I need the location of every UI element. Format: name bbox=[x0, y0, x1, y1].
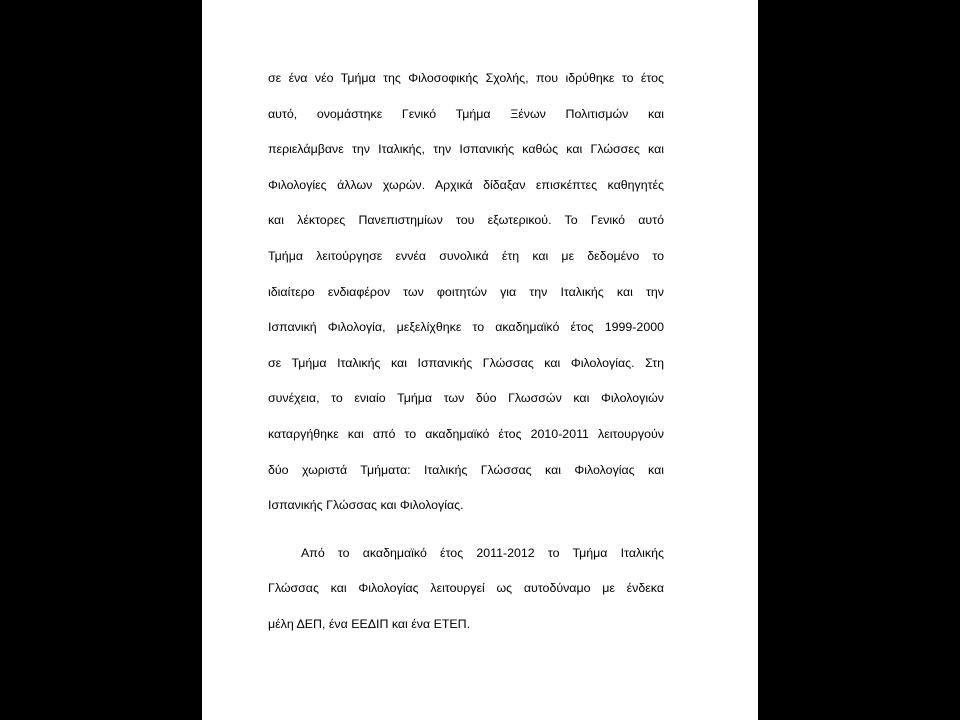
text-line: μέλη ΔΕΠ, ένα ΕΕΔΙΠ και ένα ΕΤΕΠ. bbox=[268, 616, 471, 631]
text-line: Γλώσσας και Φιλολογίας λειτουργεί ως αυτοδύναμο με ένδεκα bbox=[268, 581, 664, 596]
text-line: Φιλολογίες άλλων χωρών. Αρχικά δίδαξαν επισκέπτες καθηγητές bbox=[268, 177, 664, 192]
text-line: αυτό, ονομάστηκε Γενικό Τμήμα Ξένων Πολιτισμών και bbox=[268, 106, 664, 121]
text-line: καταργήθηκε και από το ακαδημαϊκό έτος 2010-2011 λειτουργούν bbox=[268, 426, 664, 441]
text-line: ιδιαίτερο ενδιαφέρον των φοιτητών για την Ιταλικής και την bbox=[268, 284, 664, 299]
text-line: σε Τμήμα Ιταλικής και Ισπανικής Γλώσσας και Φιλολογίας. Στη bbox=[268, 355, 664, 370]
text-line: δύο χωριστά Τμήματα: Ιταλικής Γλώσσας και Φιλολογίας και bbox=[268, 462, 664, 477]
text-line: Από το ακαδημαϊκό έτος 2011-2012 το Τμήμα Ιταλικής bbox=[301, 545, 664, 560]
text-line: σε ένα νέο Τμήμα της Φιλοσοφικής Σχολής, που ιδρύθηκε το έτος bbox=[268, 71, 664, 85]
text-line: και λέκτορες Πανεπιστημίων του εξωτερικού. Το Γενικό αυτό bbox=[268, 213, 664, 228]
paragraph-2 bbox=[268, 536, 664, 643]
document-body bbox=[268, 61, 664, 643]
text-line: Ισπανική Φιλολογία, μεξελίχθηκε το ακαδημαϊκό έτος 1999-2000 bbox=[268, 320, 664, 335]
text-line: Τμήμα λειτούργησε εννέα συνολικά έτη και με δεδομένο το bbox=[268, 248, 664, 263]
text-line: περιελάμβανε την Ιταλικής, την Ισπανικής καθώς και Γλώσσες και bbox=[268, 142, 664, 157]
document-page bbox=[202, 0, 758, 720]
paragraph-1 bbox=[268, 61, 664, 524]
text-line: Ισπανικής Γλώσσας και Φιλολογίας. bbox=[268, 498, 464, 513]
text-line: συνέχεια, το ενιαίο Τμήμα των δύο Γλωσσών και Φιλολογιών bbox=[268, 391, 664, 406]
